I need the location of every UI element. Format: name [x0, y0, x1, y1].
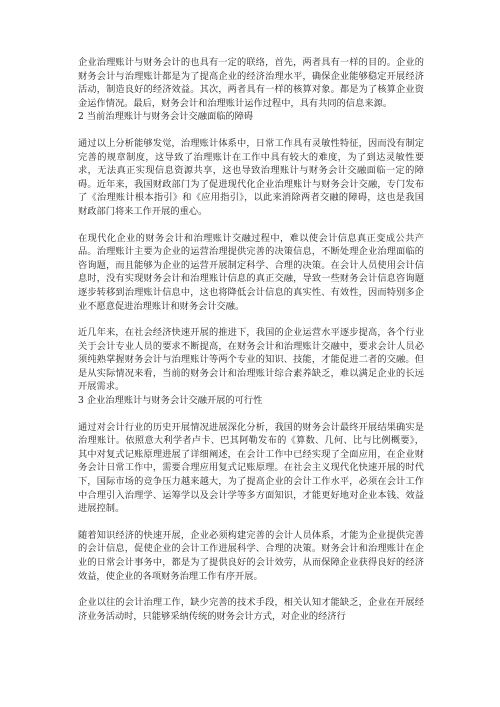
document-body: [78, 56, 424, 636]
paragraph: 企业治理账计与财务会计的也具有一定的联络，首先，两者具有一样的目的。企业的财务会计与治理账计都是为了提高企业的经济治理水平，确保企业能够稳定开展经济活动，制造良好的经济效益。其次，两者具有一样的核算对象。都是为了核算企业资金运作情况。最后，财务会计和治理账计运作过程中，具有共同的信息来源。: [78, 57, 424, 109]
paragraph: 随着知识经济的快速开展，企业必须构建完善的会计人员体系，才能为企业提供完善的会计信息，促使企业的会计工作进展科学、合理的决策。财务会计和治理账计在企业的日常会计事务中，都是为了提供良好的会计效劳，从而保障企业获得良好的经济效益，使企业的各项财务治理工作有序开展。: [78, 529, 424, 582]
paragraph: 近几年来，在社会经济快速开展的推进下，我国的企业运营水平逐步提高，各个行业关于会计专业人员的要求不断提高，在财务会计和治理账计交融中，要求会计人员必须纯熟掌握财务会计与治理账计等两个专业的知识、技能，才能促进二者的交融。但是从实际情况来看，当前的财务会计和治理账计综合素养缺乏，难以满足企业的长远开展需求。: [78, 327, 424, 393]
section-heading: 2 当前治理账计与财务会计交融面临的障碍: [78, 111, 254, 123]
paragraph: 企业以往的会计治理工作，缺少完善的技术手段，相关认知才能缺乏，企业在开展经济业务活动时，只能够采纳传统的财务会计方式，对企业的经济行: [78, 597, 424, 622]
section-heading: 3 企业治理账计与财务会计交融开展的可行性: [78, 395, 263, 407]
paragraph: 通过以上分析能够发觉，治理账计体系中，日常工作具有灵敏性特征，因而没有制定完善的规章制度，这导致了治理账计在工作中具有较大的难度，为了到达灵敏性要求，无法真正实现信息资源共享，这也导致治理账计与财务会计交融面临一定的障碍。近年来，我国财政部门为了促进现代化企业治理账计与财务会计交融，专门发布了《治理账计根本指引》和《应用指引》，以此来消除两者交融的障碍，这也是我国财政部门将来工作开展的重心。: [78, 137, 424, 217]
paragraph: 通过对会计行业的历史开展情况进展深化分析，我国的财务会计最终开展结果确实是治理账计。依照意大利学者卢卡、巴其阿勒发布的《算数、几何、比与比例概要》，其中对复式记账原理进展了详细阐述，在会计工作中已经实现了全面应用，在企业财务会计日常工作中，需要合理应用复式记账原理。在社会主义现代化快速开展的时代下，国际市场的竞争压力越来越大，为了提高企业的会计工作水平，必须在会计工作中合理引入治理学、运筹学以及会计学等多方面知识，才能更好地对企业本钱、效益进展控制。: [78, 421, 424, 515]
paragraph: 在现代化企业的财务会计和治理账计交融过程中，难以使会计信息真正变成公共产品。治理账计主要为企业的运营治理提供完善的决策信息，不断处理企业治理面临的咨询题，而且能够为企业的运营开展制定科学、合理的决策。在会计人员使用会计信息时，没有实现财务会计和治理账计信息的真正交融，导致一些财务会计信息咨询题逐步转移到治理账计信息中，这也将降低会计信息的真实性、有效性，因而特别多企业不愿意促进治理账计和财务会计交融。: [78, 232, 424, 312]
